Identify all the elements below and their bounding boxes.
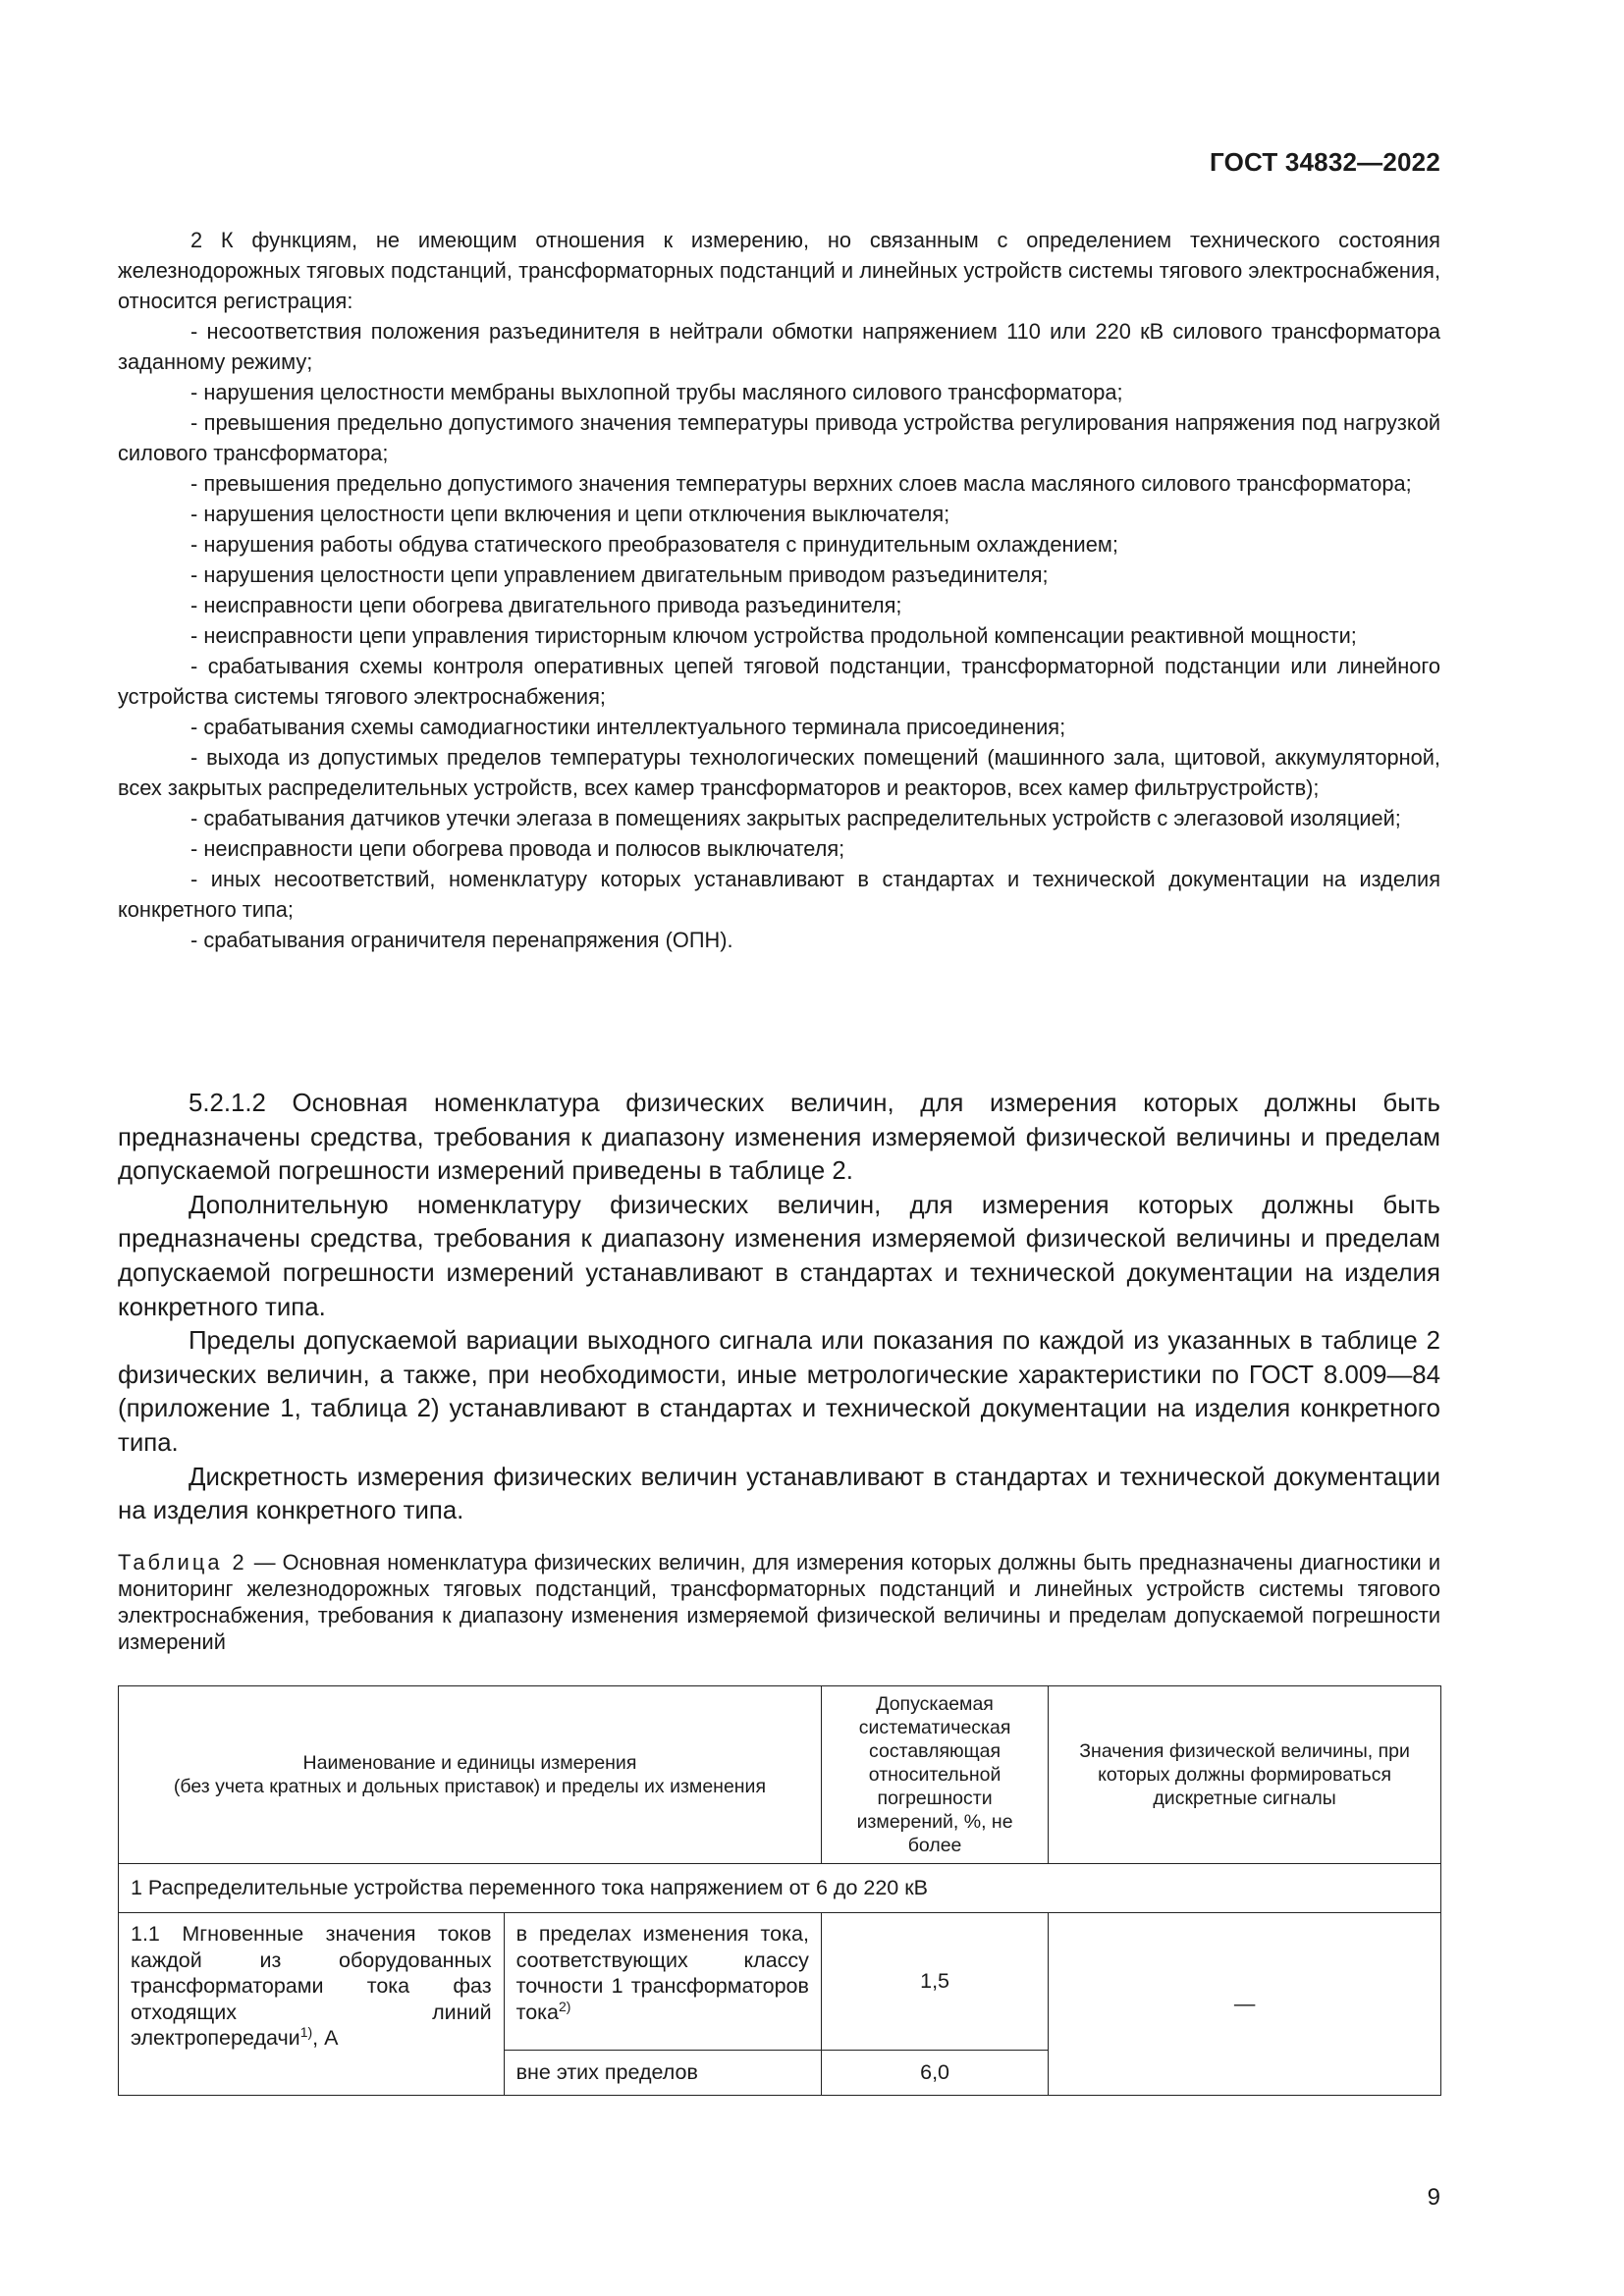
row-1-1-discrete: — xyxy=(1049,1913,1441,2096)
body-paragraph: 5.2.1.2 Основная номенклатура физических величин, для измерения которых должны быть предназначены средства, требования к диапазону изменения измеряемой физической величины и пределам допускаемой погрешности измерений приведены в таблице 2. xyxy=(118,1090,1440,1186)
body-paragraph: Пределы допускаемой вариации выходного сигнала или показания по каждой из указанных в таблице 2 физических величин, а также, при необходимости, иные метрологические характеристики по ГОСТ 8.009—84 (приложение 1, таблица 2) устанавливают в стандартах и технической документации на изделия конкретного типа. xyxy=(118,1327,1440,1457)
row-1-1-range-a xyxy=(504,1913,821,2051)
note-list-item: - превышения предельно допустимого значения температуры привода устройства регулирования напряжения под нагрузкой силового трансформатора; xyxy=(118,410,1440,465)
note-list-item: - срабатывания схемы самодиагностики интеллектуального терминала присоединения; xyxy=(190,715,1066,739)
note-list-item: - иных несоответствий, номенклатуру которых устанавливают в стандартах и технической документации на изделия конкретного типа; xyxy=(118,867,1440,922)
row-1-1-name xyxy=(119,1913,505,2096)
section-row-1: 1 Распределительные устройства переменного тока напряжением от 6 до 220 кВ xyxy=(119,1864,1441,1913)
note-list-item: - превышения предельно допустимого значения температуры верхних слоев масла масляного силового трансформатора; xyxy=(190,471,1412,496)
body-paragraph: Дискретность измерения физических величин устанавливают в стандартах и технической документации на изделия конкретного типа. xyxy=(118,1463,1440,1525)
row-1-1-value-a: 1,5 xyxy=(821,1913,1048,2051)
footnote-ref-1: 1) xyxy=(299,2023,313,2040)
table-caption-text: — Основная номенклатура физических величин, для измерения которых должны быть предназначены диагностики и мониторинг железнодорожных тяговых подстанций, трансформаторных подстанций и линейных устройств системы тягового электроснабжения, требования к диапазону изменения измеряемой физической величины и пределам допускаемой погрешности измерений xyxy=(118,1550,1440,1654)
body-paragraph: Дополнительную номенклатуру физических величин, для измерения которых должны быть предназначены средства, требования к диапазону изменения измеряемой физической величины и пределам допускаемой погрешности измерений устанавливают в стандартах и технической документации на изделия конкретного типа. xyxy=(118,1191,1440,1321)
note-paragraph: 2 К функциям, не имеющим отношения к измерению, но связанным с определением технического состояния железнодорожных тяговых подстанций, трансформаторных подстанций и линейных устройств системы тягового электроснабжения, относится регистрация: xyxy=(118,228,1440,313)
row-1-1-range-a-text: в пределах изменения тока, соответствующих классу точности 1 трансформаторов тока xyxy=(515,1922,809,2024)
note-list-item: - срабатывания ограничителя перенапряжения (ОПН). xyxy=(190,928,733,952)
row-1-1-range-b: вне этих пределов xyxy=(504,2051,821,2096)
header-name-line2: (без учета кратных и дольных приставок) и пределы их изменения xyxy=(173,1776,767,1797)
header-discrete: Значения физической величины, при которых должны формироваться дискретные сигналы xyxy=(1049,1686,1441,1864)
note-list-item: - несоответствия положения разъединителя в нейтрали обмотки напряжением 110 или 220 кВ силового трансформатора заданному режиму; xyxy=(118,319,1440,374)
note-2 xyxy=(118,225,1440,955)
note-list-item: - нарушения работы обдува статического преобразователя с принудительным охлаждением; xyxy=(190,532,1118,557)
footnote-ref-2: 2) xyxy=(559,1998,571,2014)
note-list-item: - неисправности цепи обогрева провода и полюсов выключателя; xyxy=(190,836,845,861)
row-1-1-value-b: 6,0 xyxy=(821,2051,1048,2096)
header-name-line1: Наименование и единицы измерения xyxy=(302,1752,637,1774)
note-list-item: - нарушения целостности цепи включения и цепи отключения выключателя; xyxy=(190,502,950,526)
header-error: Допускаемая систематическая составляющая относительной погрешности измерений, %, не более xyxy=(821,1686,1048,1864)
header-name-units xyxy=(119,1686,822,1864)
section-5-2-1-2 xyxy=(118,1087,1440,1528)
row-1-1-unit: , А xyxy=(312,2026,339,2050)
note-list-item: - выхода из допустимых пределов температуры технологических помещений (машинного зала, щитовой, аккумуляторной, всех закрытых распределительных устройств, всех камер трансформаторов и реакторов, всех камер фильтрустройств); xyxy=(118,745,1440,800)
row-1-1-name-text: 1.1 Мгновенные значения токов каждой из оборудованных трансформаторами тока фаз отходящих линий электропередачи xyxy=(131,1922,492,2050)
note-list-item: - нарушения целостности цепи управлением двигательным приводом разъединителя; xyxy=(190,562,1049,587)
table-2 xyxy=(118,1685,1441,2096)
note-list-item: - нарушения целостности мембраны выхлопной трубы масляного силового трансформатора; xyxy=(190,380,1123,404)
table-caption-label: Таблица 2 xyxy=(118,1550,247,1575)
note-list-item: - срабатывания схемы контроля оперативных цепей тяговой подстанции, трансформаторной подстанции или линейного устройства системы тягового электроснабжения; xyxy=(118,654,1440,709)
note-list-item: - срабатывания датчиков утечки элегаза в помещениях закрытых распределительных устройств с элегазовой изоляцией; xyxy=(190,806,1401,830)
standard-designation: ГОСТ 34832—2022 xyxy=(1210,147,1440,177)
note-list-item: - неисправности цепи управления тиристорным ключом устройства продольной компенсации реактивной мощности; xyxy=(190,623,1357,648)
note-list-item: - неисправности цепи обогрева двигательного привода разъединителя; xyxy=(190,593,902,617)
table-caption xyxy=(118,1549,1440,1655)
page-number: 9 xyxy=(1427,2184,1440,2211)
